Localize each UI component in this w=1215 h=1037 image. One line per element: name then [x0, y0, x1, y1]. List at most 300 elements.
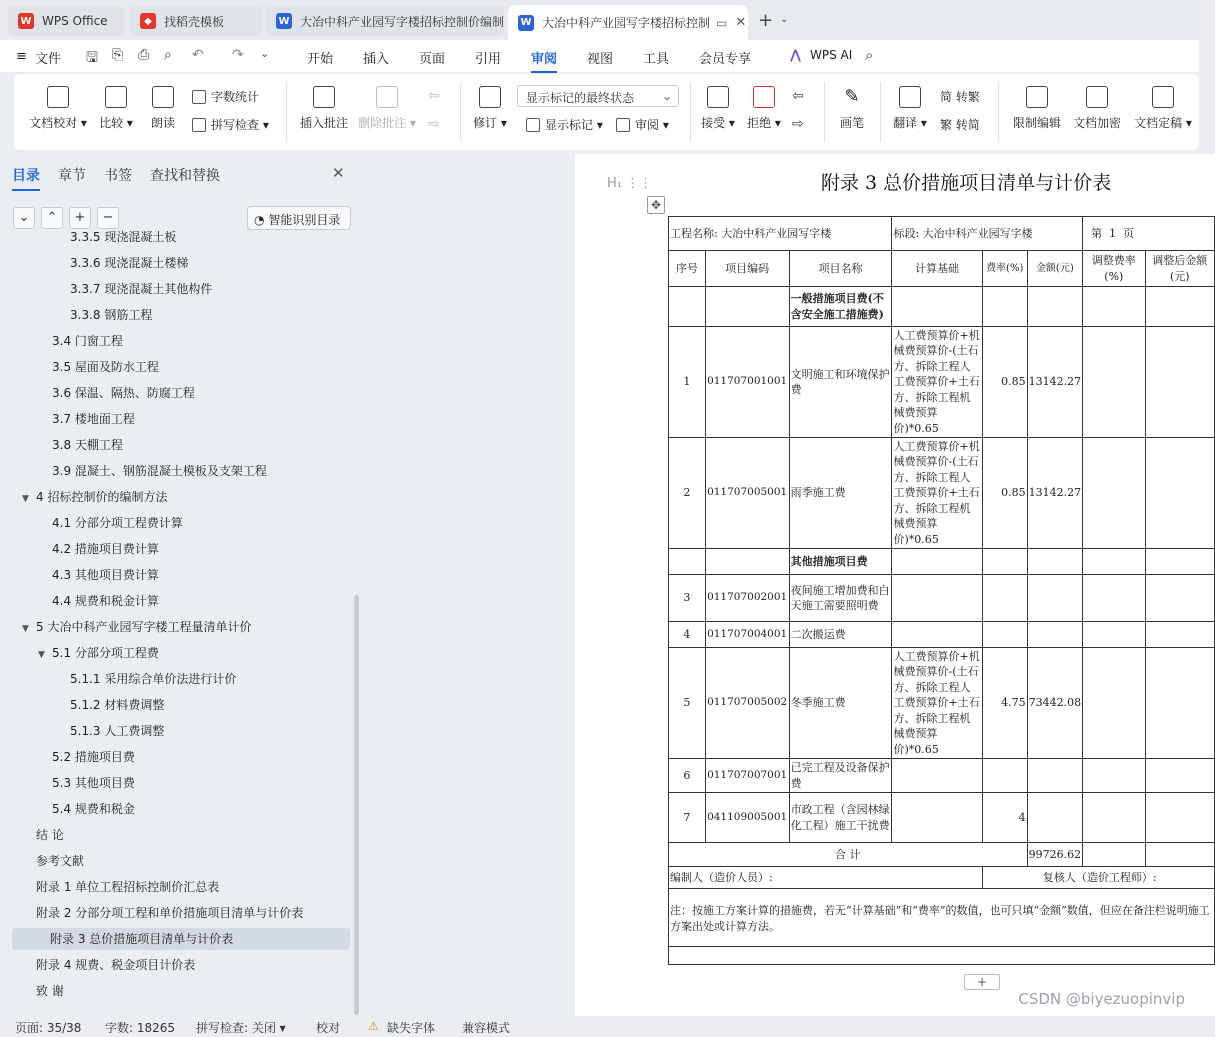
separator — [880, 82, 881, 142]
tab-label: 大冶中科产业园写字楼招标控制价编制 — [300, 14, 505, 29]
table-cell[interactable] — [669, 549, 706, 575]
nav-tab-bookmarks[interactable]: 书签 — [104, 168, 132, 184]
toc-item-label: 4 招标控制价的编制方法 — [36, 490, 168, 504]
reject-button[interactable]: 拒绝 ▾ — [744, 86, 784, 131]
table-cell[interactable]: 0.85 — [982, 327, 1027, 438]
total-label: 合 计 — [669, 843, 1028, 867]
word-count[interactable]: 字数: 18265 — [105, 1021, 176, 1035]
toc-item[interactable] — [22, 824, 64, 846]
close-icon[interactable]: ✕ — [735, 15, 747, 30]
expand-icon[interactable]: ⌃ — [41, 207, 63, 229]
tab-document-2[interactable] — [508, 5, 748, 40]
label: 文档定稿 — [1134, 116, 1183, 130]
toc-item-label: 3.8 天棚工程 — [52, 438, 123, 452]
menu-bar — [0, 40, 1199, 72]
menu-view[interactable]: 视图 — [587, 52, 614, 67]
table-cell[interactable]: 6 — [669, 759, 706, 793]
toc-item-label: 5.3 其他项目费 — [52, 776, 135, 790]
menu-insert[interactable]: 插入 — [363, 52, 390, 67]
label: 文档校对 — [29, 116, 78, 130]
menu-wps-ai[interactable]: WPS AI — [810, 48, 853, 62]
header-row — [669, 251, 1215, 287]
table-cell[interactable] — [892, 575, 982, 622]
add-icon[interactable]: + — [69, 207, 91, 229]
read-aloud-button[interactable] — [146, 86, 180, 131]
toc-item-label: 3.7 楼地面工程 — [52, 412, 135, 426]
expand-arrow-icon[interactable]: ▼ — [22, 624, 29, 634]
toc-item-label: 3.3.7 现浇混凝土其他构件 — [70, 282, 213, 296]
translate-icon — [899, 86, 921, 108]
toc-scrollbar[interactable] — [354, 595, 359, 1015]
toc-item[interactable] — [38, 538, 159, 560]
table-cell[interactable] — [982, 287, 1027, 327]
table-cell[interactable]: 13142.27 — [1027, 327, 1083, 438]
next-comment-icon[interactable]: ⇨ — [428, 116, 440, 132]
toc-item[interactable] — [56, 694, 164, 716]
table-cell[interactable]: 其他措施项目费 — [789, 549, 892, 575]
table-cell[interactable] — [1083, 327, 1145, 438]
nav-tab-find-replace[interactable]: 查找和替换 — [150, 168, 220, 184]
tab-bar — [0, 0, 1199, 40]
note-row — [669, 889, 1215, 947]
header-cell: 项目编码 — [705, 251, 789, 287]
signature-row — [669, 867, 1215, 889]
empty-cell[interactable] — [669, 947, 1215, 965]
toc-item-label: 3.3.6 现浇混凝土楼梯 — [70, 256, 189, 270]
table-cell[interactable] — [1083, 648, 1145, 759]
smart-icon: ◔ — [254, 213, 265, 227]
warning-icon: ⚠ — [368, 1019, 379, 1033]
toc-item[interactable] — [38, 330, 123, 352]
table-cell[interactable] — [1083, 622, 1145, 648]
restrict-edit-button[interactable] — [1010, 86, 1064, 131]
table-cell[interactable]: 4 — [669, 622, 706, 648]
table-row — [669, 287, 1215, 327]
watermark: CSDN @biyezuopinvip — [1018, 990, 1185, 1008]
tab-label: 大冶中科产业园写字楼招标控制 — [542, 16, 711, 30]
table-cell[interactable]: 011707005001 — [705, 438, 789, 549]
search-icon[interactable]: ⌕ — [865, 46, 874, 64]
revise-icon — [479, 86, 501, 108]
table-cell[interactable]: 011707005002 — [705, 648, 789, 759]
table-cell[interactable]: 文明施工和环境保护费 — [789, 327, 892, 438]
table-cell[interactable] — [1083, 843, 1145, 867]
pen-button[interactable] — [832, 86, 872, 131]
toc-item-label: 3.3.5 现浇混凝土板 — [70, 230, 177, 244]
table-cell[interactable] — [1145, 327, 1214, 438]
table-row — [669, 793, 1215, 843]
ribbon-review — [14, 74, 1199, 150]
table-cell[interactable] — [1027, 287, 1083, 327]
doc-check-icon — [47, 86, 69, 108]
heading-marker-icon[interactable]: H₁ ⋮⋮ — [607, 176, 653, 191]
menu-start[interactable]: 开始 — [307, 52, 334, 67]
select-value: 显示标记的最终状态 — [526, 91, 635, 105]
table-cell[interactable] — [982, 759, 1027, 793]
separator — [824, 82, 825, 142]
word-count-button[interactable] — [192, 88, 259, 105]
table-cell[interactable] — [1027, 622, 1083, 648]
table-cell[interactable] — [1145, 648, 1214, 759]
table-cell[interactable] — [1083, 549, 1145, 575]
revise-button[interactable]: 修订 ▾ — [470, 86, 510, 131]
toc-item-label: 5.2 措施项目费 — [52, 750, 135, 764]
table-cell[interactable] — [1083, 759, 1145, 793]
next-change-icon[interactable]: ⇨ — [792, 116, 804, 132]
toc-item[interactable] — [38, 772, 135, 794]
table-cell[interactable]: 1 — [669, 327, 706, 438]
header-cell: 金额(元) — [1027, 251, 1083, 287]
table-cell[interactable]: 冬季施工费 — [789, 648, 892, 759]
undo-icon[interactable]: ↶ — [192, 47, 204, 63]
table-cell[interactable]: 人工费预算价+机械费预算价-(土石方、拆除工程人工费预算价+土石方、拆除工程机械费预算价)*0.65 — [892, 327, 982, 438]
toc-item-label: 3.4 门窗工程 — [52, 334, 123, 348]
compare-button[interactable]: 比较 ▾ — [96, 86, 136, 131]
expand-arrow-icon[interactable]: ▼ — [38, 650, 45, 660]
hamburger-icon[interactable]: ≡ — [16, 49, 27, 64]
table-cell[interactable] — [892, 549, 982, 575]
toc-item[interactable] — [38, 512, 183, 534]
toc-item-label: 4.2 措施项目费计算 — [52, 542, 159, 556]
table-cell[interactable] — [1083, 575, 1145, 622]
chevron-down-icon[interactable]: ⌄ — [780, 14, 789, 25]
spell-check-button[interactable]: 拼写检查 ▾ — [192, 116, 269, 133]
tab-docer[interactable] — [130, 6, 262, 36]
toc-item-label: 3.6 保温、隔热、防腐工程 — [52, 386, 195, 400]
prev-change-icon[interactable]: ⇦ — [792, 88, 804, 104]
comment-icon — [313, 86, 335, 108]
document-page[interactable] — [575, 154, 1215, 1016]
label: 繁 转简 — [940, 118, 980, 132]
table-cell[interactable]: 一般措施项目费(不含安全施工措施费) — [789, 287, 892, 327]
tab-wps-office[interactable] — [8, 6, 124, 36]
chevron-down-icon[interactable]: ⌄ — [260, 47, 270, 60]
toc-item[interactable] — [38, 356, 159, 378]
toc-item-label: 5.4 规费和税金 — [52, 802, 135, 816]
tab-label: 找稻壳模板 — [164, 14, 225, 29]
close-icon[interactable]: ✕ — [332, 164, 345, 182]
table-cell[interactable]: 3 — [669, 575, 706, 622]
menu-review[interactable]: 审阅 — [531, 48, 557, 67]
toc-item[interactable] — [22, 902, 303, 924]
new-tab-icon[interactable]: + — [758, 10, 774, 31]
toc-item[interactable] — [38, 590, 159, 612]
table-cell[interactable]: 市政工程（含园林绿化工程）施工干扰费 — [789, 793, 892, 843]
tab-label: WPS Office — [42, 14, 108, 28]
table-cell[interactable] — [1145, 759, 1214, 793]
table-cell[interactable] — [1027, 793, 1083, 843]
toc-item[interactable] — [38, 746, 135, 768]
toc-item-label: 5 大冶中科产业园写字楼工程量清单计价 — [36, 620, 252, 634]
toc-item[interactable] — [56, 668, 236, 690]
toc-item-label: 5.1 分部分项工程费 — [52, 646, 159, 660]
expand-arrow-icon[interactable]: ▼ — [22, 494, 29, 504]
table-cell[interactable]: 73442.08 — [1027, 648, 1083, 759]
page-prefix: 第 — [1091, 226, 1103, 240]
total-row — [669, 843, 1215, 867]
note-text: 注：按施工方案计算的措施费，若无“计算基础”和“费率”的数值，也可只填“金额”数值，但应在备注栏说明施工方案出处或计算方法。 — [669, 889, 1215, 947]
table-cell[interactable]: 人工费预算价+机械费预算价-(土石方、拆除工程人工费预算价+土石方、拆除工程机械费预算价)*0.65 — [892, 438, 982, 549]
toc-item[interactable] — [38, 642, 159, 664]
table-cell[interactable] — [1145, 287, 1214, 327]
section-name: 标段: 大冶中科产业园写字楼 — [892, 217, 1083, 251]
table-row — [669, 759, 1215, 793]
label: 比较 — [99, 116, 124, 130]
chevron-down-icon: ⌄ — [661, 89, 672, 103]
insert-comment-button[interactable] — [298, 86, 350, 131]
label: 简 转繁 — [940, 90, 980, 104]
page-suffix: 页 — [1123, 226, 1135, 240]
label: 拼写检查 — [211, 118, 260, 132]
separator — [286, 82, 287, 142]
show-markup-icon — [526, 118, 540, 132]
table-row — [669, 327, 1215, 438]
table-cell[interactable]: 13142.27 — [1027, 438, 1083, 549]
toc-item-label: 5.1.1 采用综合单价法进行计价 — [70, 672, 237, 686]
empty-row — [669, 947, 1215, 965]
toc-list — [0, 230, 354, 1016]
toc-item-label: 附录 2 分部分项工程和单价措施项目清单与计价表 — [36, 906, 304, 920]
restrict-edit-icon — [1026, 86, 1048, 108]
table-cell[interactable]: 2 — [669, 438, 706, 549]
reviewer-label: 复核人（造价工程师）: — [982, 867, 1214, 889]
toc-item[interactable] — [56, 304, 152, 326]
label: 画笔 — [839, 116, 864, 130]
table-cell[interactable] — [892, 287, 982, 327]
read-aloud-icon — [152, 86, 174, 108]
toc-item-label: 5.1.3 人工费调整 — [70, 724, 165, 738]
table-row — [669, 549, 1215, 575]
label: 拼写检查: 关闭 — [196, 1021, 276, 1035]
wps-ai-icon: ⋀ — [790, 48, 801, 63]
project-name: 工程名称: 大冶中科产业园写字楼 — [669, 217, 892, 251]
table-cell[interactable] — [1027, 549, 1083, 575]
finalize-icon — [1152, 86, 1174, 108]
table-cell[interactable] — [1145, 438, 1214, 549]
doc-check-button[interactable]: 文档校对 ▾ — [28, 86, 88, 131]
toc-item-label: 3.9 混凝土、钢筋混凝土模板及支架工程 — [52, 464, 267, 478]
table-cell[interactable]: 011707001001 — [705, 327, 789, 438]
toc-item-label: 附录 3 总价措施项目清单与计价表 — [50, 932, 234, 946]
save-icon[interactable]: 🖫 — [86, 50, 98, 66]
docer-icon: ◆ — [140, 13, 156, 29]
table-cell[interactable] — [982, 549, 1027, 575]
reject-icon — [753, 86, 775, 108]
page-indicator[interactable]: 页面: 35/38 — [15, 1021, 82, 1035]
table-cell[interactable]: 人工费预算价+机械费预算价-(土石方、拆除工程人工费预算价+土石方、拆除工程机械费预算价)*0.65 — [892, 648, 982, 759]
table-cell[interactable]: 0.85 — [982, 438, 1027, 549]
toc-item[interactable] — [38, 798, 135, 820]
screen-icon[interactable]: ▭ — [716, 15, 728, 30]
table-cell[interactable] — [669, 287, 706, 327]
table-cell[interactable]: 7 — [669, 793, 706, 843]
toc-item[interactable] — [38, 408, 135, 430]
share-icon[interactable]: ⎘ — [112, 47, 124, 63]
toc-item[interactable] — [22, 980, 64, 1002]
document-area — [364, 150, 1210, 1016]
label: 接受 — [701, 116, 726, 130]
table-cell[interactable]: 已完工程及设备保护费 — [789, 759, 892, 793]
label: 删除批注 — [358, 116, 407, 130]
label: 显示标记 — [545, 118, 594, 132]
table-cell[interactable] — [1027, 759, 1083, 793]
table-cell[interactable]: 夜间施工增加费和白天施工需要照明费 — [789, 575, 892, 622]
translate-button[interactable]: 翻译 ▾ — [890, 86, 930, 131]
table-row — [669, 575, 1215, 622]
word-doc-icon: W — [518, 15, 534, 31]
to-traditional-button[interactable] — [940, 88, 980, 105]
header-cell: 调整费率(%) — [1083, 251, 1145, 287]
header-cell: 调整后金额(元) — [1145, 251, 1214, 287]
menu-page[interactable]: 页面 — [419, 52, 446, 67]
toc-item[interactable] — [38, 460, 267, 482]
toc-item-label: 附录 1 单位工程招标控制价汇总表 — [36, 880, 220, 894]
separator — [460, 82, 461, 142]
spell-check-status[interactable]: 拼写检查: 关闭 ▾ — [196, 1021, 286, 1035]
toc-item-label: 4.1 分部分项工程费计算 — [52, 516, 183, 530]
table-move-icon[interactable]: ✥ — [647, 196, 665, 214]
header-cell: 费率(%) — [982, 251, 1027, 287]
table-cell[interactable] — [1083, 438, 1145, 549]
toc-item[interactable] — [38, 564, 159, 586]
toc-item[interactable] — [22, 850, 84, 872]
nav-tab-chapters[interactable]: 章节 — [58, 168, 86, 184]
pen-icon: ✎ — [844, 86, 860, 107]
word-count-icon — [192, 90, 206, 104]
table-cell[interactable]: 4.75 — [982, 648, 1027, 759]
compiler-label: 编制人（造价人员）: — [669, 867, 983, 889]
table-cell[interactable]: 011707004001 — [705, 622, 789, 648]
page-title: 附录 3 总价措施项目清单与计价表 — [821, 172, 1112, 194]
wps-logo-icon: W — [18, 13, 34, 29]
table-cell[interactable]: 4 — [982, 793, 1027, 843]
toc-item[interactable] — [38, 434, 123, 456]
toc-item-label: 4.4 规费和税金计算 — [52, 594, 159, 608]
smart-toc-button[interactable] — [247, 206, 351, 230]
label: 插入批注 — [299, 116, 348, 130]
header-cell: 项目名称 — [789, 251, 892, 287]
tab-document-1[interactable] — [266, 6, 504, 36]
page-no: 1 — [1109, 226, 1117, 240]
delete-comment-button[interactable]: 删除批注 ▾ — [358, 86, 416, 131]
measures-table[interactable] — [668, 216, 1215, 965]
toc-item[interactable] — [22, 486, 167, 508]
table-cell[interactable]: 5 — [669, 648, 706, 759]
table-cell[interactable] — [1027, 575, 1083, 622]
table-cell[interactable] — [982, 575, 1027, 622]
label: 审阅 — [635, 118, 660, 132]
label: 字数统计 — [211, 90, 260, 104]
toc-item[interactable] — [22, 876, 219, 898]
header-cell: 序号 — [669, 251, 706, 287]
show-markup-button[interactable]: 显示标记 ▾ — [526, 116, 603, 133]
table-cell[interactable] — [1145, 575, 1214, 622]
toc-item-label: 4.3 其他项目费计算 — [52, 568, 159, 582]
review-pane-button[interactable]: 审阅 ▾ — [616, 116, 669, 133]
label: 朗读 — [150, 116, 175, 130]
table-cell[interactable] — [892, 793, 982, 843]
review-pane-icon — [616, 118, 630, 132]
table-cell[interactable]: 011707002001 — [705, 575, 789, 622]
table-cell[interactable] — [982, 622, 1027, 648]
table-cell[interactable] — [1145, 549, 1214, 575]
table-cell[interactable] — [705, 549, 789, 575]
toc-item[interactable] — [56, 278, 212, 300]
nav-tab-toc[interactable]: 目录 — [12, 165, 40, 185]
missing-font-status[interactable]: 缺失字体 — [387, 1021, 436, 1035]
accept-icon — [707, 86, 729, 108]
table-cell[interactable] — [892, 622, 982, 648]
menu-file[interactable]: 文件 — [35, 52, 62, 67]
table-cell[interactable] — [705, 287, 789, 327]
page-number — [1083, 217, 1215, 251]
toc-item-label: 参考文献 — [36, 854, 85, 868]
table-cell[interactable]: 雨季施工费 — [789, 438, 892, 549]
toc-item[interactable] — [56, 252, 188, 274]
compat-mode-status: 兼容模式 — [462, 1021, 511, 1035]
navigation-pane — [0, 150, 364, 1016]
menu-tools[interactable]: 工具 — [643, 52, 670, 67]
table-cell[interactable]: 041109005001 — [705, 793, 789, 843]
collapse-icon[interactable]: ⌄ — [13, 207, 35, 229]
status-bar — [0, 1016, 1199, 1037]
doc-finalize-button[interactable]: 文档定稿 ▾ — [1132, 86, 1194, 131]
table-cell[interactable] — [1083, 793, 1145, 843]
label: 智能识别目录 — [268, 213, 341, 227]
redo-icon[interactable]: ↷ — [232, 47, 244, 63]
table-cell[interactable] — [1145, 622, 1214, 648]
table-cell[interactable]: 二次搬运费 — [789, 622, 892, 648]
proof-status[interactable]: 校对 — [316, 1021, 341, 1035]
table-row — [669, 622, 1215, 648]
lock-icon — [1086, 86, 1108, 108]
doc-encrypt-button[interactable] — [1070, 86, 1124, 131]
label: 拒绝 — [747, 116, 772, 130]
table-row — [669, 648, 1215, 759]
markup-state-select[interactable] — [517, 85, 679, 107]
table-cell[interactable] — [1083, 287, 1145, 327]
toc-item[interactable] — [22, 954, 195, 976]
table-cell[interactable] — [892, 759, 982, 793]
toc-item[interactable] — [38, 382, 195, 404]
table-cell[interactable] — [1145, 793, 1214, 843]
info-row — [669, 217, 1215, 251]
toc-item-label: 3.3.8 钢筋工程 — [70, 308, 153, 322]
toc-item[interactable] — [56, 226, 176, 248]
menu-membership[interactable]: 会员专享 — [699, 52, 752, 67]
toc-item[interactable] — [22, 616, 251, 638]
toc-item[interactable] — [12, 928, 350, 950]
print-icon[interactable]: ⎙ — [138, 47, 150, 63]
to-simplified-button[interactable] — [940, 116, 980, 133]
table-cell[interactable] — [1145, 843, 1214, 867]
label: 修订 — [473, 116, 498, 130]
word-doc-icon: W — [276, 13, 292, 29]
toc-item[interactable] — [56, 720, 164, 742]
accept-button[interactable]: 接受 ▾ — [698, 86, 738, 131]
print-preview-icon[interactable]: ⌕ — [164, 47, 172, 63]
toc-item-label: 致 谢 — [36, 984, 64, 998]
table-cell[interactable]: 011707007001 — [705, 759, 789, 793]
label: 文档加密 — [1072, 116, 1121, 130]
separator — [690, 82, 691, 142]
header-cell: 计算基础 — [892, 251, 982, 287]
compare-icon — [105, 86, 127, 108]
menu-reference[interactable]: 引用 — [475, 52, 502, 67]
remove-icon[interactable]: − — [97, 207, 119, 229]
prev-comment-icon[interactable]: ⇦ — [428, 88, 440, 104]
add-row-icon[interactable]: + — [964, 974, 1000, 990]
